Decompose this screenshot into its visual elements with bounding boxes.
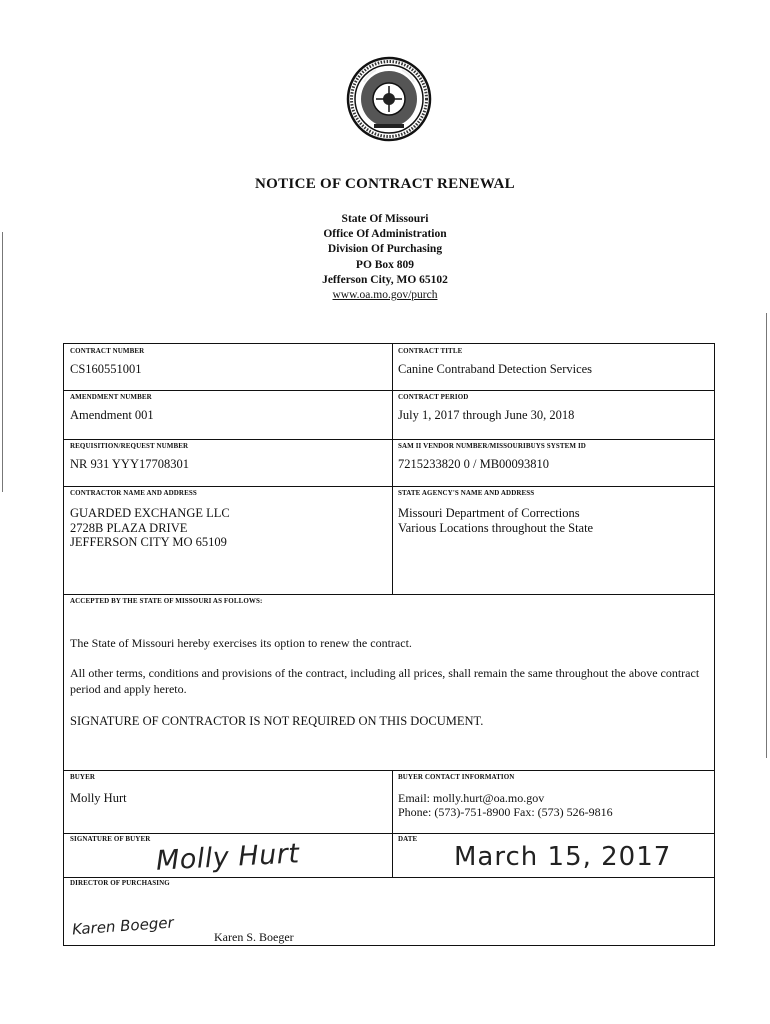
amendment-number-value: Amendment 001 [70,408,154,422]
contractor-name: GUARDED EXCHANGE LLC [70,506,230,520]
director-signature: Karen Boeger [71,913,175,939]
right-margin-rule [766,313,767,758]
contract-period-value: July 1, 2017 through June 30, 2018 [398,408,575,422]
buyer-phone: Phone: (573)-751-8900 Fax: (573) 526-9816 [398,805,613,819]
contract-number-cell [70,347,388,377]
renewal-statement: The State of Missouri hereby exercises its option to renew the contract. [70,636,412,650]
contract-period-cell [398,393,712,423]
agency-address [0,212,770,303]
contractor-label: CONTRACTOR NAME AND ADDRESS [70,489,197,497]
amendment-number-label: AMENDMENT NUMBER [70,393,152,401]
left-margin-rule [2,232,3,492]
signature-not-required-notice: SIGNATURE OF CONTRACTOR IS NOT REQUIRED ON THIS DOCUMENT. [70,714,484,728]
contract-number-value: CS160551001 [70,362,142,376]
signature-of-buyer-label: SIGNATURE OF BUYER [70,835,151,843]
contract-period-label: CONTRACT PERIOD [398,393,469,401]
buyer-name: Molly Hurt [70,791,127,805]
director-name: Karen S. Boeger [214,930,294,944]
buyer-label: BUYER [70,773,96,781]
contract-title-label: CONTRACT TITLE [398,347,463,355]
requisition-number-label: REQUISITION/REQUEST NUMBER [70,442,189,450]
date-label: DATE [398,835,418,843]
handwritten-date: March 15, 2017 [454,842,672,872]
agency-website-link[interactable]: www.oa.mo.gov/purch [332,289,438,302]
agency-line-state: State Of Missouri [341,213,429,225]
document-title: NOTICE OF CONTRACT RENEWAL [255,176,515,192]
contract-title-value: Canine Contraband Detection Services [398,362,593,376]
accepted-label: ACCEPTED BY THE STATE OF MISSOURI AS FOLLOWS: [70,597,263,605]
buyer-contact-label: BUYER CONTACT INFORMATION [398,773,515,781]
contractor-city: JEFFERSON CITY MO 65109 [70,535,227,549]
state-agency-location: Various Locations throughout the State [398,520,594,535]
agency-line-city: Jefferson City, MO 65102 [322,273,448,286]
director-cell [70,879,710,943]
contract-title-cell [398,347,712,377]
vendor-number-label: SAM II VENDOR NUMBER/MISSOURIBUYS SYSTEM ID [398,442,586,450]
buyer-contact-cell [398,773,712,819]
buyer-email: Email: molly.hurt@oa.mo.gov [398,791,545,805]
accepted-section [70,597,708,729]
agency-line-po-box: PO Box 809 [355,258,415,271]
terms-statement: All other terms, conditions and provisions of the contract, including all prices, shall remain the same throughout the above contract period and apply hereto. [70,666,700,696]
state-agency-cell [398,489,712,535]
state-agency-label: STATE AGENCY'S NAME AND ADDRESS [398,489,535,497]
contractor-address [70,506,388,550]
vendor-number-value: 7215233820 0 / MB00093810 [398,457,550,471]
director-label: DIRECTOR OF PURCHASING [70,879,170,887]
state-seal-logo [346,56,432,142]
agency-line-division: Division Of Purchasing [327,243,443,256]
buyer-signature: Molly Hurt [155,838,301,877]
state-agency-address [398,506,712,535]
contractor-cell [70,489,388,550]
requisition-number-value: NR 931 YYY17708301 [70,457,189,471]
contractor-street: 2728B PLAZA DRIVE [70,520,188,535]
buyer-cell [70,773,388,806]
contract-number-label: CONTRACT NUMBER [70,347,145,355]
vendor-number-cell [398,442,712,472]
contract-form [63,343,715,946]
state-agency-name: Missouri Department of Corrections [398,506,580,520]
requisition-number-cell [70,442,388,472]
amendment-number-cell [70,393,388,423]
agency-line-office: Office Of Administration [323,228,447,241]
